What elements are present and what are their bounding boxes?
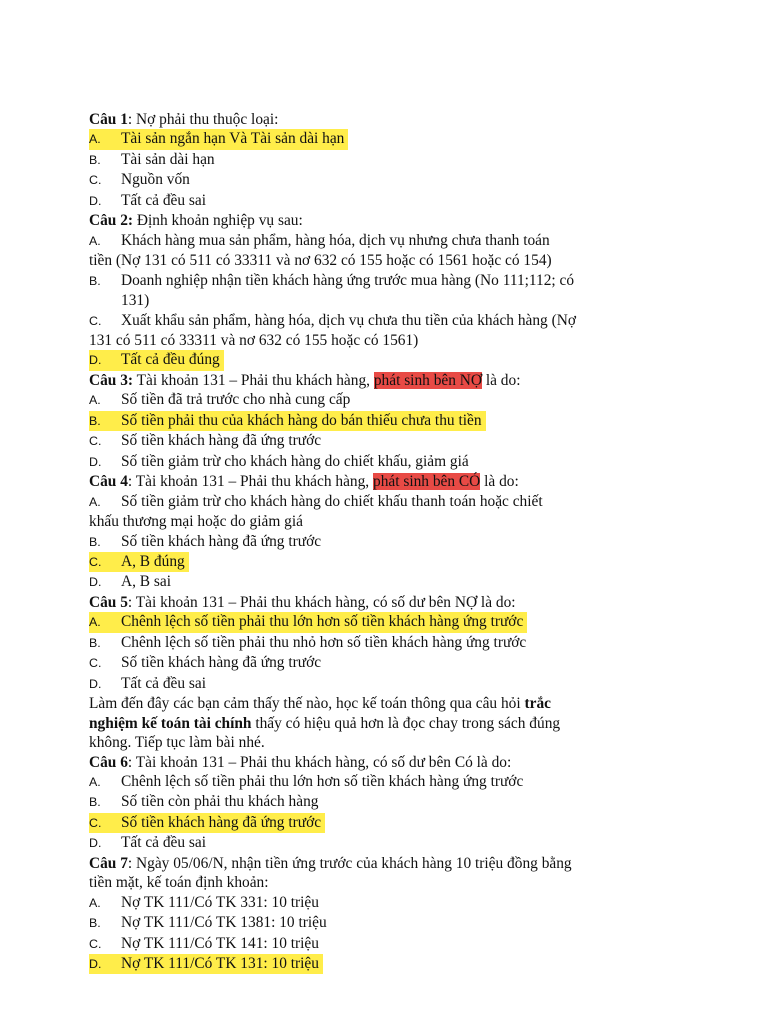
paragraph-line-1 [89,694,689,713]
q7-option-a [89,893,689,913]
paragraph-line-3 [89,733,689,752]
text-span: : Tài khoản 131 – Phải thu khách hàng, [127,473,373,491]
text-span: D. [89,836,102,851]
text-span: Chênh lệch số tiền phải thu lớn hơn số tiền khách hàng ứng trước [121,613,524,631]
text-span: A. [89,233,101,248]
q1-option-d [89,191,689,211]
text-span: Chênh lệch số tiền phải thu lớn hơn số tiền khách hàng ứng trước [121,772,524,790]
q3-option-b [89,411,486,431]
text-span: tiền mặt, kế toán định khoản: [89,874,269,892]
text-span: tiền (Nợ 131 có 511 có 33311 và nơ 632 có 155 hoặc có 1561 hoặc có 154) [89,252,552,270]
text-span: là do: [480,473,519,491]
text-span: Tất cả đều đúng [121,351,220,369]
question-7-cont [89,873,689,892]
text-span: Câu 5 [89,593,128,611]
quiz-document [89,110,689,974]
text-span: B. [89,635,101,650]
q4-option-d [89,572,689,592]
q1-option-c [89,170,689,190]
text-span: khấu thương mại hoặc do giảm giá [89,513,303,531]
text-span: C. [89,656,102,671]
text-span: C. [89,434,102,449]
text-span: Tài sản dài hạn [121,150,215,168]
text-span: Câu 1 [89,111,128,128]
text-span: A, B đúng [121,552,185,570]
text-span: Số tiền phải thu của khách hàng do bán thiếu chưa thu tiền [121,411,482,429]
text-span: Số tiền giảm trừ cho khách hàng do chiết khấu thanh toán hoặc chiết [121,492,543,510]
text-span: Tài khoản 131 – Phải thu khách hàng, [133,371,374,389]
q7-option-b [89,913,689,933]
text-span: A. [89,774,101,789]
text-span: C. [89,815,102,830]
text-span: là do: [482,371,521,389]
text-span: B. [89,916,101,931]
question-6 [89,753,689,772]
text-span: Tài sản ngắn hạn Và Tài sản dài hạn [121,130,345,148]
text-span: Số tiền khách hàng đã ứng trước [121,813,322,831]
highlight-co: phát sinh bên CÓ [373,473,481,491]
q4-option-b [89,532,689,552]
highlight-no: phát sinh bên NỢ [373,371,482,389]
q6-option-b [89,792,689,812]
q5-option-b [89,633,689,653]
text-span: Câu 4 [89,473,128,491]
text-span: không. Tiếp tục làm bài nhé. [89,734,265,752]
text-span: D. [89,454,102,469]
q2-option-d [89,350,224,370]
text-span: Doanh nghiệp nhận tiền khách hàng ứng trước mua hàng (No 111;112; có [121,271,575,289]
q2-option-c-cont [89,331,689,350]
q7-option-c [89,934,689,954]
q4-option-c [89,552,189,572]
text-span: Câu 6 [89,753,128,771]
text-span: D. [89,676,102,691]
q5-option-d [89,674,689,694]
text-span: D. [89,193,102,208]
q7-option-d [89,954,323,974]
text-span: Nợ TK 111/Có TK 1381: 10 triệu [121,914,327,932]
q6-option-a [89,772,689,792]
q6-option-d [89,833,689,853]
text-span: Nợ TK 111/Có TK 331: 10 triệu [121,893,319,911]
q2-option-c [89,311,689,331]
q4-option-a-cont [89,512,689,531]
q2-option-b-cont [89,291,689,310]
q2-option-a [89,231,689,251]
text-span: A. [89,393,101,408]
text-span: Nợ TK 111/Có TK 131: 10 triệu [121,955,319,973]
text-span: Số tiền còn phải thu khách hàng [121,793,319,811]
q1-option-a [89,129,348,149]
text-span: Câu 7 [89,854,128,872]
question-3 [89,371,689,390]
q1-option-b [89,150,689,170]
text-span: nghiệm kế toán tài chính [89,714,252,732]
text-span: C. [89,936,102,951]
text-span: A. [89,132,101,147]
text-span: thấy có hiệu quả hơn là đọc chay trong sách đúng [251,714,561,732]
text-span: Tất cả đều sai [121,834,207,852]
text-span: B. [89,534,101,549]
text-span: D. [89,353,102,368]
text-span: C. [89,173,102,188]
text-span: Làm đến đây các bạn cảm thấy thế nào, học kế toán thông qua câu hỏi [89,695,525,713]
text-span: Số tiền khách hàng đã ứng trước [121,432,322,450]
question-1 [89,110,689,129]
text-span: Số tiền đã trả trước cho nhà cung cấp [121,391,351,409]
text-span: Số tiền khách hàng đã ứng trước [121,532,322,550]
text-span: B. [89,152,101,167]
text-span: : Tài khoản 131 – Phải thu khách hàng, có số dư bên Có là do: [127,753,512,771]
text-span: Chênh lệch số tiền phải thu nhỏ hơn số tiền khách hàng ứng trước [121,633,527,651]
text-span: Xuất khẩu sản phẩm, hàng hóa, dịch vụ chưa thu tiền của khách hàng (Nợ [121,311,576,329]
text-span: D. [89,575,102,590]
text-span: C. [89,554,102,569]
q3-option-d [89,452,689,472]
text-span: Số tiền giảm trừ cho khách hàng do chiết khấu, giảm giá [121,452,469,470]
q3-option-c [89,431,689,451]
text-span: A. [89,895,101,910]
text-span: A. [89,494,101,509]
q2-option-b [89,271,689,291]
text-span: 131) [121,292,150,310]
text-span: 131 có 511 có 33311 và nơ 632 có 155 hoặc có 1561) [89,331,419,349]
text-span: : Nợ phải thu thuộc loại: [127,111,279,128]
text-span: B. [89,273,101,288]
q5-option-a [89,612,527,632]
text-span: B. [89,795,101,810]
q3-option-a [89,390,689,410]
q5-option-c [89,653,689,673]
text-span: C. [89,313,102,328]
text-span: B. [89,413,101,428]
text-span: Tất cả đều sai [121,674,207,692]
text-span: Nợ TK 111/Có TK 141: 10 triệu [121,934,319,952]
text-span: trắc [524,695,551,713]
q4-option-a [89,492,689,512]
text-span: D. [89,957,102,972]
q6-option-c [89,813,325,833]
question-7 [89,854,689,873]
text-span: : Tài khoản 131 – Phải thu khách hàng, có số dư bên NỢ là do: [127,593,516,611]
question-2 [89,211,689,230]
text-span: Khách hàng mua sản phẩm, hàng hóa, dịch vụ nhưng chưa thanh toán [121,231,550,249]
paragraph-line-2 [89,714,689,733]
question-5 [89,593,689,612]
text-span: Câu 2: [89,212,134,230]
text-span: A, B sai [121,573,172,591]
text-span: Định khoản nghiệp vụ sau: [133,212,303,230]
q2-option-a-cont [89,251,689,270]
text-span: A. [89,615,101,630]
text-span: Số tiền khách hàng đã ứng trước [121,654,322,672]
text-span: Nguồn vốn [121,171,190,189]
question-4 [89,472,689,491]
text-span: Tất cả đều sai [121,191,207,209]
text-span: : Ngày 05/06/N, nhận tiền ứng trước của khách hàng 10 triệu đồng bằng [127,854,572,872]
text-span: Câu 3: [89,371,134,389]
